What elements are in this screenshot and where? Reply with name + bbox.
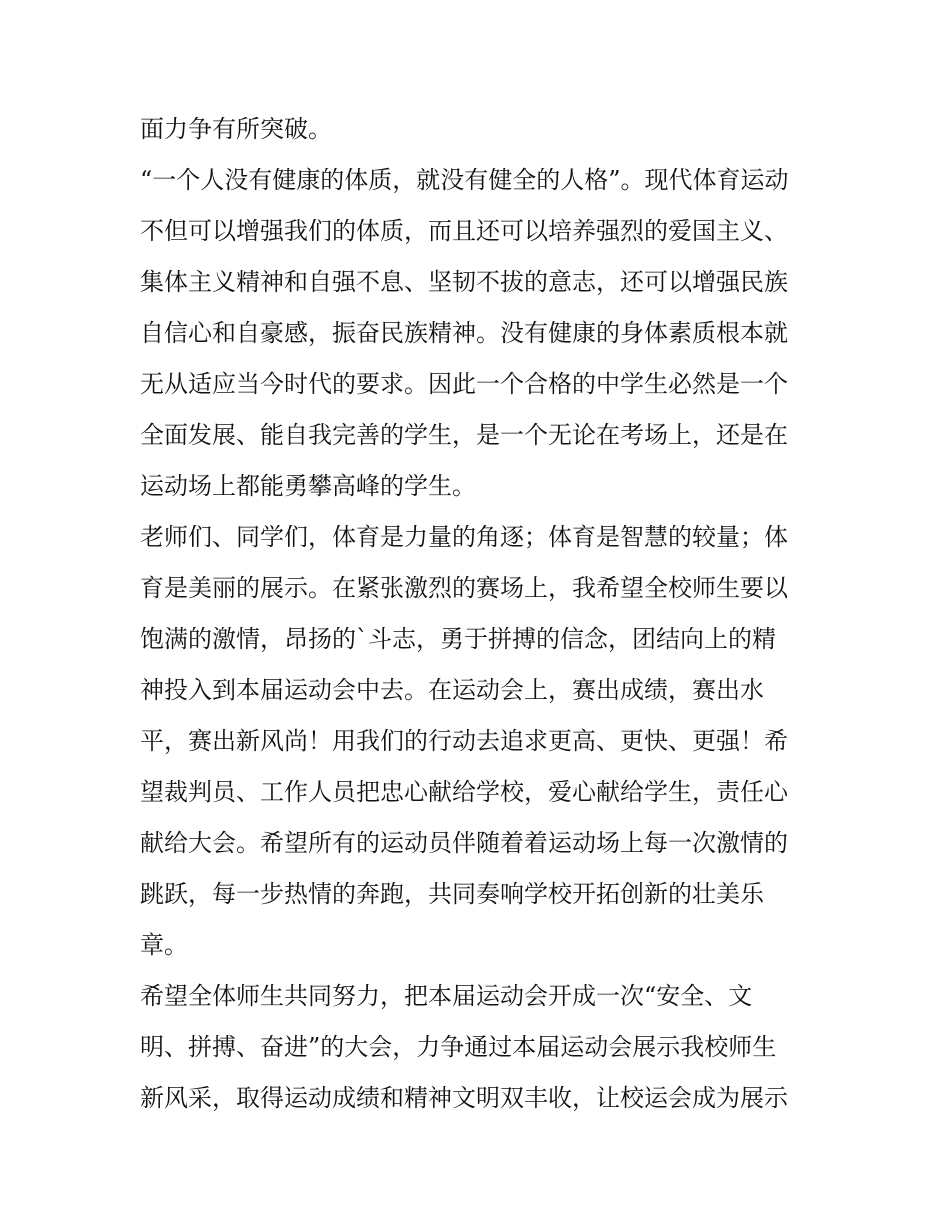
text-line: 全面发展、能自我完善的学生，是一个无论在考场上，还是在	[140, 421, 788, 449]
text-line: 老师们、同学们，体育是力量的角逐；体育是智慧的较量；体	[140, 523, 788, 551]
text-line: 育是美丽的展示。在紧张激烈的赛场上，我希望全校师生要以	[140, 574, 788, 602]
text-line: 平，赛出新风尚！用我们的行动去追求更高、更快、更强！希	[140, 727, 788, 755]
text-line: “一个人没有健康的体质，就没有健全的人格”。现代体育运动	[140, 166, 789, 194]
text-line: 面力争有所突破。	[140, 115, 332, 143]
text-line: 章。	[140, 931, 188, 959]
speech-text	[140, 104, 820, 1124]
text-line: 无从适应当今时代的要求。因此一个合格的中学生必然是一个	[140, 370, 788, 398]
text-line: 望裁判员、工作人员把忠心献给学校，爱心献给学生，责任心	[140, 778, 788, 806]
text-line: 不但可以增强我们的体质，而且还可以培养强烈的爱国主义、	[140, 217, 788, 245]
text-line: 运动场上都能勇攀高峰的学生。	[140, 472, 476, 500]
text-line: 献给大会。希望所有的运动员伴随着着运动场上每一次激情的	[140, 829, 788, 857]
text-line: 饱满的激情，昂扬的`斗志，勇于拼搏的信念，团结向上的精	[140, 625, 776, 653]
text-line: 新风采，取得运动成绩和精神文明双丰收，让校运会成为展示	[140, 1084, 788, 1112]
text-line: 希望全体师生共同努力，把本届运动会开成一次“安全、文	[140, 982, 753, 1010]
text-line: 神投入到本届运动会中去。在运动会上，赛出成绩，赛出水	[140, 676, 764, 704]
text-line: 自信心和自豪感，振奋民族精神。没有健康的身体素质根本就	[140, 319, 788, 347]
text-line: 集体主义精神和自强不息、坚韧不拔的意志，还可以增强民族	[140, 268, 788, 296]
text-line: 跳跃，每一步热情的奔跑，共同奏响学校开拓创新的壮美乐	[140, 880, 764, 908]
text-line: 明、拼搏、奋进”的大会，力争通过本届运动会展示我校师生	[140, 1033, 777, 1061]
